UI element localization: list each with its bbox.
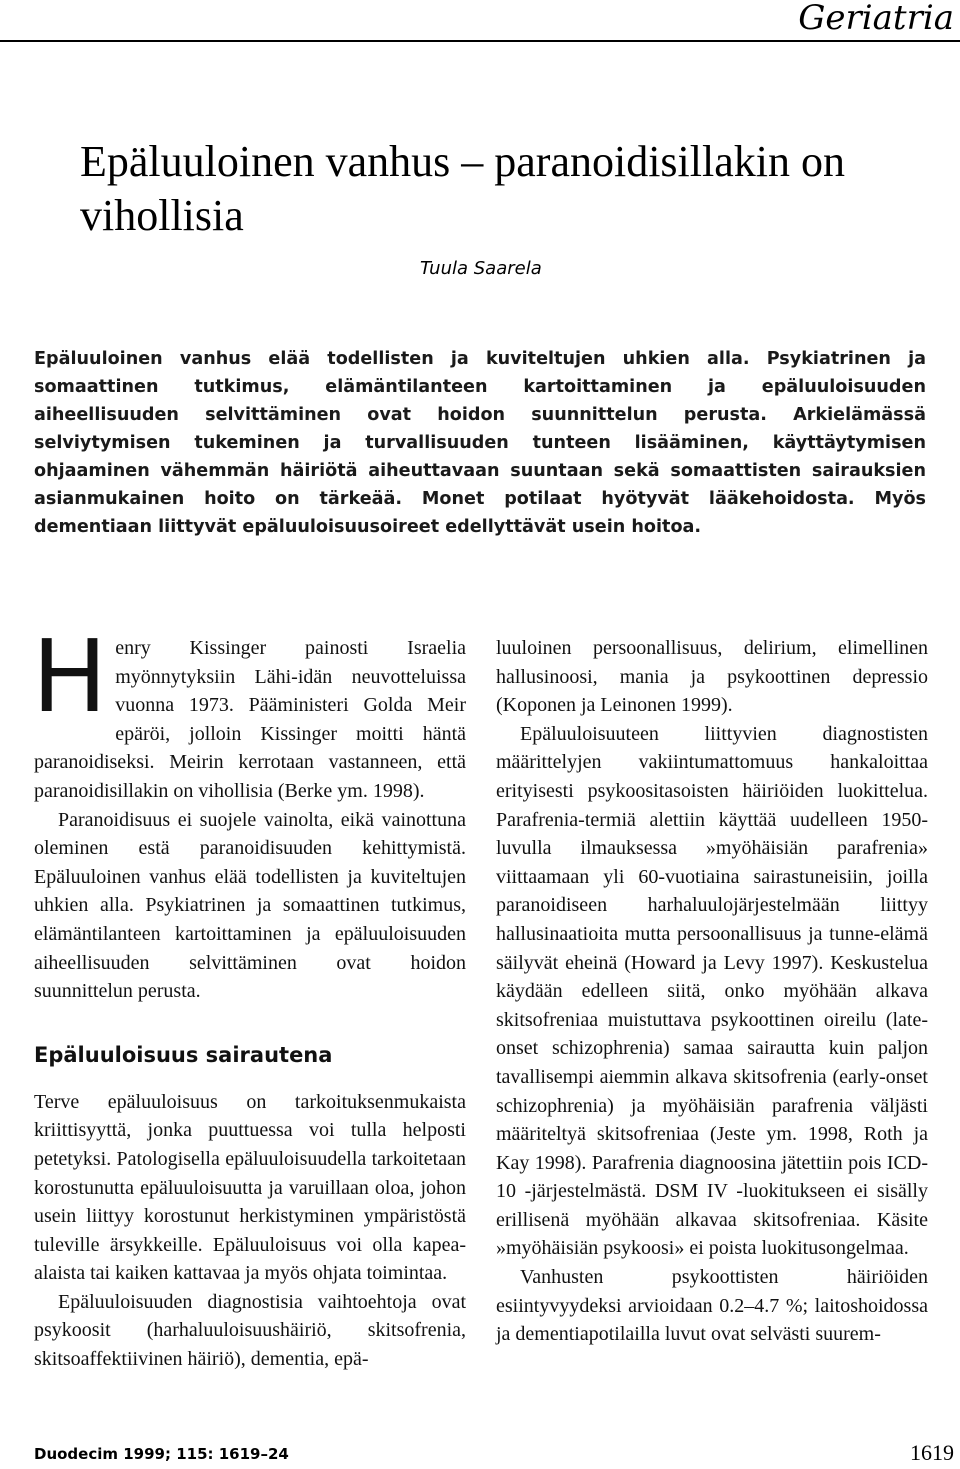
intro-paragraph-text: enry Kissinger painosti Israelia myönnytyksiin Lähi-idän neuvotteluissa vuonna 1973. Pääministeri Golda Meir epäröi, jolloin Kissinger moitti häntä paranoidiseksi. Meirin kerrotaan vastanneen, että paranoidisillakin on vihollisia (Berke ym. 1998). bbox=[34, 637, 466, 802]
article-author: Tuula Saarela bbox=[420, 258, 542, 279]
journal-citation: Duodecim 1999; 115: 1619–24 bbox=[34, 1445, 289, 1463]
page-number: 1619 bbox=[910, 1440, 954, 1465]
paragraph: luuloinen persoonallisuus, delirium, elimellinen hallusinoosi, mania ja psykoottinen depressio (Koponen ja Leinonen 1999). bbox=[496, 637, 928, 717]
paragraph: Terve epäluuloisuus on tarkoituksenmukaista kriittisyyttä, jonka puuttuessa voi tulla helposti petetyksi. Patologisella epäluuloisuudella tarkoitetaan korostunutta epäluuloisuutta ja varuillaan oloa, johon usein liittyy korostunut herkistyminen ympäristöstä tuleville ärsykkeille. Epäluuloisuus voi olla kapea-alaista tai kaiken kattavaa ja myös ohjata toimintaa. bbox=[34, 1090, 466, 1285]
section-name: Geriatria bbox=[798, 0, 954, 38]
section-header-bar bbox=[0, 0, 960, 42]
header-rule bbox=[0, 40, 960, 42]
paragraph: Epäluuloisuuden diagnostisia vaihtoehtoja ovat psykoosit (harhaluuloisuushäiriö, skitsofrenia, skitsoaffektiivinen häiriö), dementia, epä- bbox=[34, 1290, 466, 1371]
drop-cap: H bbox=[32, 618, 108, 735]
article-abstract: Epäluuloinen vanhus elää todellisten ja kuviteltujen uhkien alla. Psykiatrinen ja somaattinen tutkimus, elämäntilanteen kartoittaminen ja epäluuloisuuden aiheellisuuden selvittäminen ovat hoidon suunnittelun perusta. Arkielämässä selviytymisen tukeminen ja turvallisuuden tunteen lisääminen, käyttäytymisen ohjaaminen vähemmän häiriötä aiheuttavaan suuntaan sekä somaattisten sairauksien asianmukainen hoito on tärkeää. Monet potilaat hyötyvät lääkehoidosta. Myös dementiaan liittyvät epäluuloisuusoireet edellyttävät usein hoitoa. bbox=[34, 349, 926, 537]
article-title: Epäluuloinen vanhus – paranoidisillakin on vihollisia bbox=[80, 137, 845, 240]
left-column bbox=[32, 618, 466, 1374]
section-heading: Epäluuloisuus sairautena bbox=[34, 1042, 333, 1067]
paragraph: Paranoidisuus ei suojele vainolta, eikä vainottuna oleminen estä paranoidisuuden kehittymistä. Epäluuloinen vanhus elää todellisten ja kuviteltujen uhkien alla. Psykiatrinen ja somaattinen tutkimus, elämäntilanteen kartoittaminen ja epäluuloisuuden aiheellisuuden selvittäminen ovat hoidon suunnittelun perusta. bbox=[34, 808, 466, 1003]
intro-paragraph bbox=[32, 618, 466, 806]
paragraph: Vanhusten psykoottisten häiriöiden esiintyvyydeksi arvioidaan 0.2–4.7 %; laitoshoidossa ja dementiapotilailla luvut ovat selvästi suurem- bbox=[496, 1266, 928, 1346]
paragraph: Epäluuloisuuteen liittyvien diagnostisten määrittelyjen vakiintumattomuus hankaloittaa erityisesti psykoositasoisten häiriöiden luokittelua. Parafrenia-termiä alettiin käyttää uudelleen 1950-luvulla ilmauksessa »myöhäisiän parafrenia» viittaamaan yli 60-vuotiaina sairastuneisiin, joilla paranoidiseen harhaluulojärjestelmään liittyy hallusinaatioita mutta persoonallisuus ja tunne-elämä säilyvät eheinä (Howard ja Levy 1997). Keskustelua käydään edelleen siitä, onko myöhään alkava skitsofreniaa muistuttava psykoottinen oireilu (late-onset schizophrenia) samaa sairautta kuin paljon tavallisempi aiemmin alkava skitsofrenia (early-onset schizophrenia) ja myöhäisiän parafrenia väljästi määriteltyä skitsofreniaa (Jeste ym. 1998, Roth ja Kay 1998). Parafrenia diagnoosina jätettiin pois ICD-10 -järjestelmästä. DSM IV -luokitukseen ei sisälly erillisenä myöhään alkavaa skitsofreniaa. Käsite »myöhäisiän psykoosi» ei poista luokitusongelmaa. bbox=[496, 722, 928, 1260]
right-column bbox=[496, 634, 928, 1349]
